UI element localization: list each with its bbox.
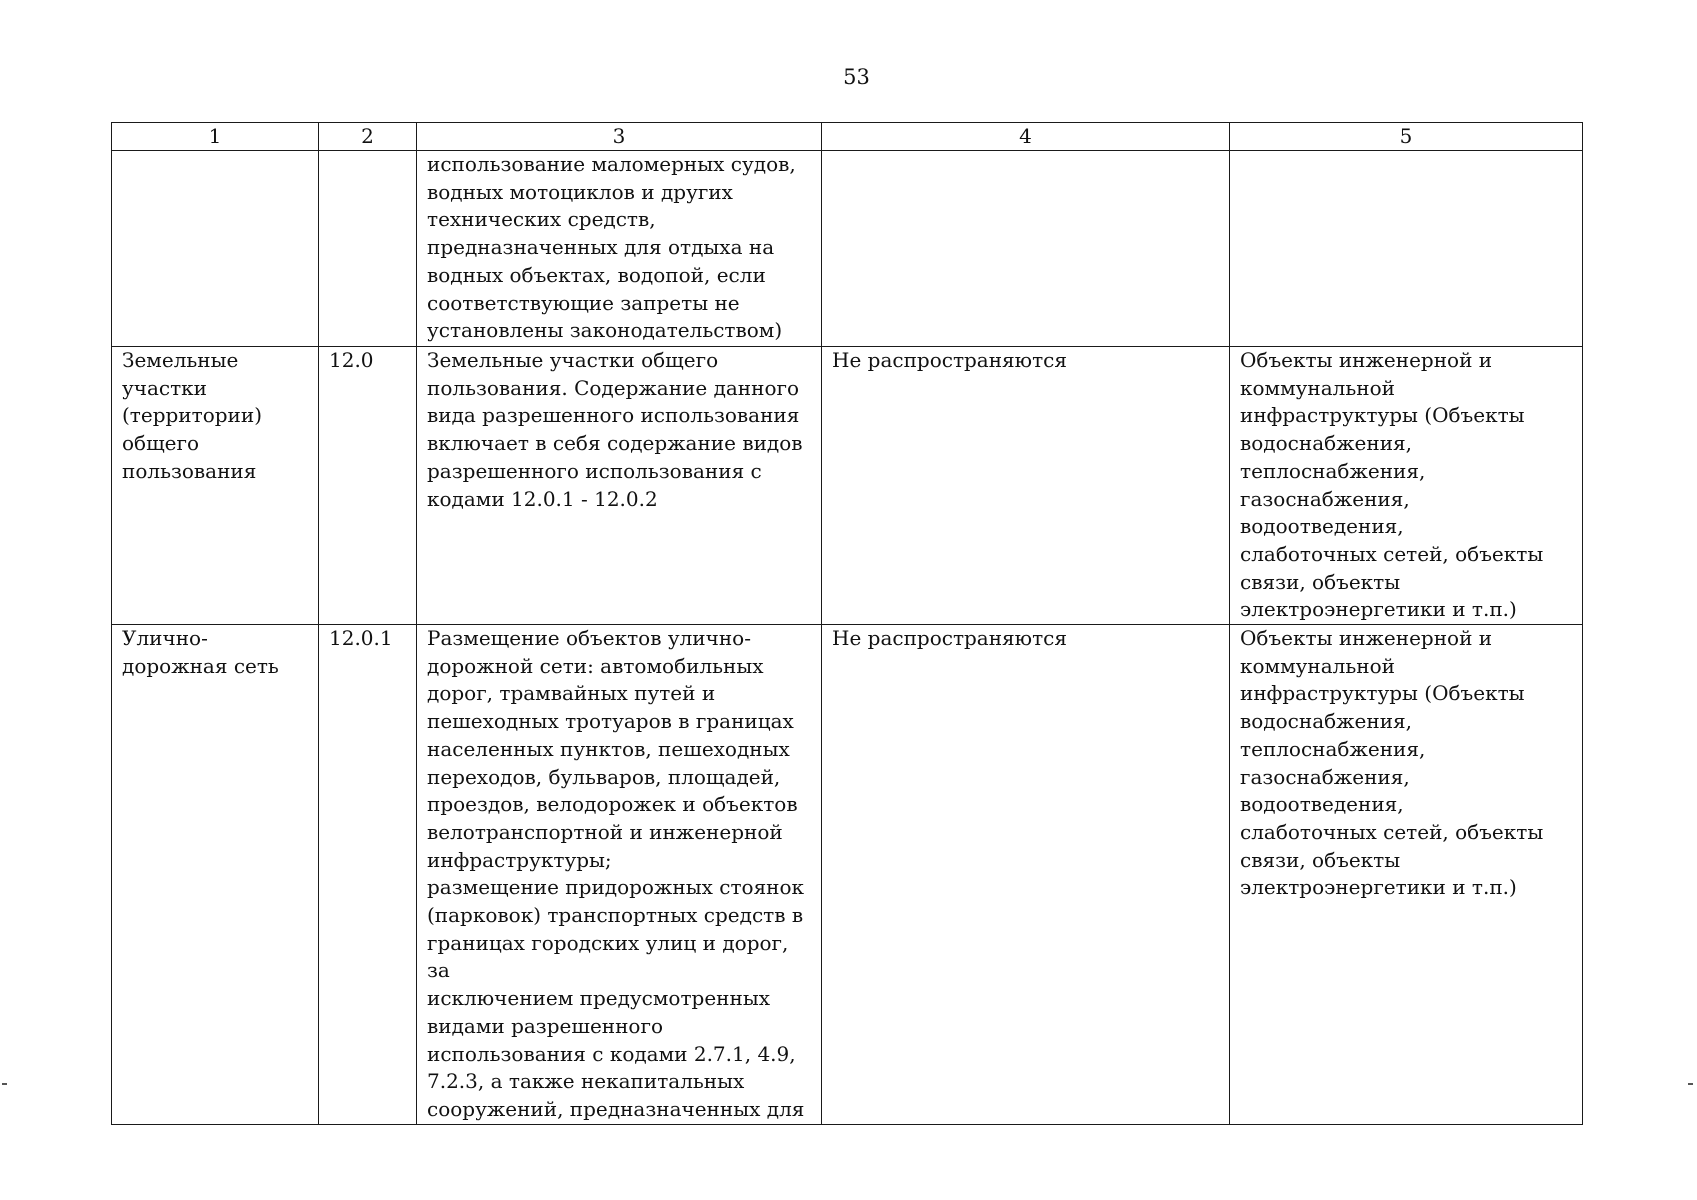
table-cell (319, 347, 417, 625)
table-header-row (112, 123, 1583, 151)
cell-text: Не распространяются (832, 626, 1067, 651)
scan-edge-mark (1688, 1083, 1693, 1085)
cell-text: Земельные участки общего пользования. Содержание данного вида разрешенного использования включает в себя содержание видов разрешенного использования с кодами 12.0.1 - 12.0.2 (427, 348, 803, 511)
cell-text: 12.0.1 (329, 626, 393, 651)
table-row (112, 347, 1583, 625)
table-cell (417, 151, 822, 347)
scan-edge-mark (2, 1083, 7, 1085)
table-cell (112, 625, 319, 1125)
table-cell (417, 625, 822, 1125)
cell-text: Объекты инженерной и коммунальной инфраструктуры (Объекты водоснабжения, теплоснабжения, газоснабжения, водоотведения, слаботочных сетей, объекты связи, объекты электроэнергетики и т.п.) (1240, 348, 1544, 622)
column-header: 4 (822, 123, 1230, 151)
column-header: 5 (1230, 123, 1583, 151)
column-header: 1 (112, 123, 319, 151)
table-row (112, 151, 1583, 347)
table-cell (417, 347, 822, 625)
table-cell (822, 625, 1230, 1125)
table-cell (319, 151, 417, 347)
table-cell (112, 347, 319, 625)
table-cell (822, 347, 1230, 625)
table-cell (319, 625, 417, 1125)
cell-text: Земельные участки (территории) общего пользования (122, 348, 263, 483)
cell-text: Объекты инженерной и коммунальной инфраструктуры (Объекты водоснабжения, теплоснабжения, газоснабжения, водоотведения, слаботочных сетей, объекты связи, объекты электроэнергетики и т.п.) (1240, 626, 1544, 900)
table-cell (822, 151, 1230, 347)
table-cell (1230, 347, 1583, 625)
cell-text: Размещение объектов улично- дорожной сети: автомобильных дорог, трамвайных путей и пешеходных тротуаров в границах населенных пунктов, пешеходных переходов, бульваров, площадей, проездов, велодорожек и объектов велотранспортной и инженерной инфраструктуры; размещение придорожных стоянок (парковок) транспортных средств в границах городских улиц и дорог, за исключением предусмотренных видами разрешенного использования с кодами 2.7.1, 4.9, 7.2.3, а также некапитальных сооружений, предназначенных для (427, 626, 805, 1121)
cell-text: использование маломерных судов, водных мотоциклов и других технических средств, предназначенных для отдыха на водных объектах, водопой, если соответствующие запреты не установлены законодательством) (427, 152, 796, 343)
column-header: 3 (417, 123, 822, 151)
land-use-table (111, 122, 1583, 1125)
table-cell (1230, 151, 1583, 347)
cell-text: 12.0 (329, 348, 374, 372)
table-cell (1230, 625, 1583, 1125)
cell-text: Улично- дорожная сеть (122, 626, 279, 678)
table-row (112, 625, 1583, 1125)
table-cell (112, 151, 319, 347)
cell-text: Не распространяются (832, 348, 1067, 372)
page-number: 53 (843, 65, 870, 89)
column-header: 2 (319, 123, 417, 151)
